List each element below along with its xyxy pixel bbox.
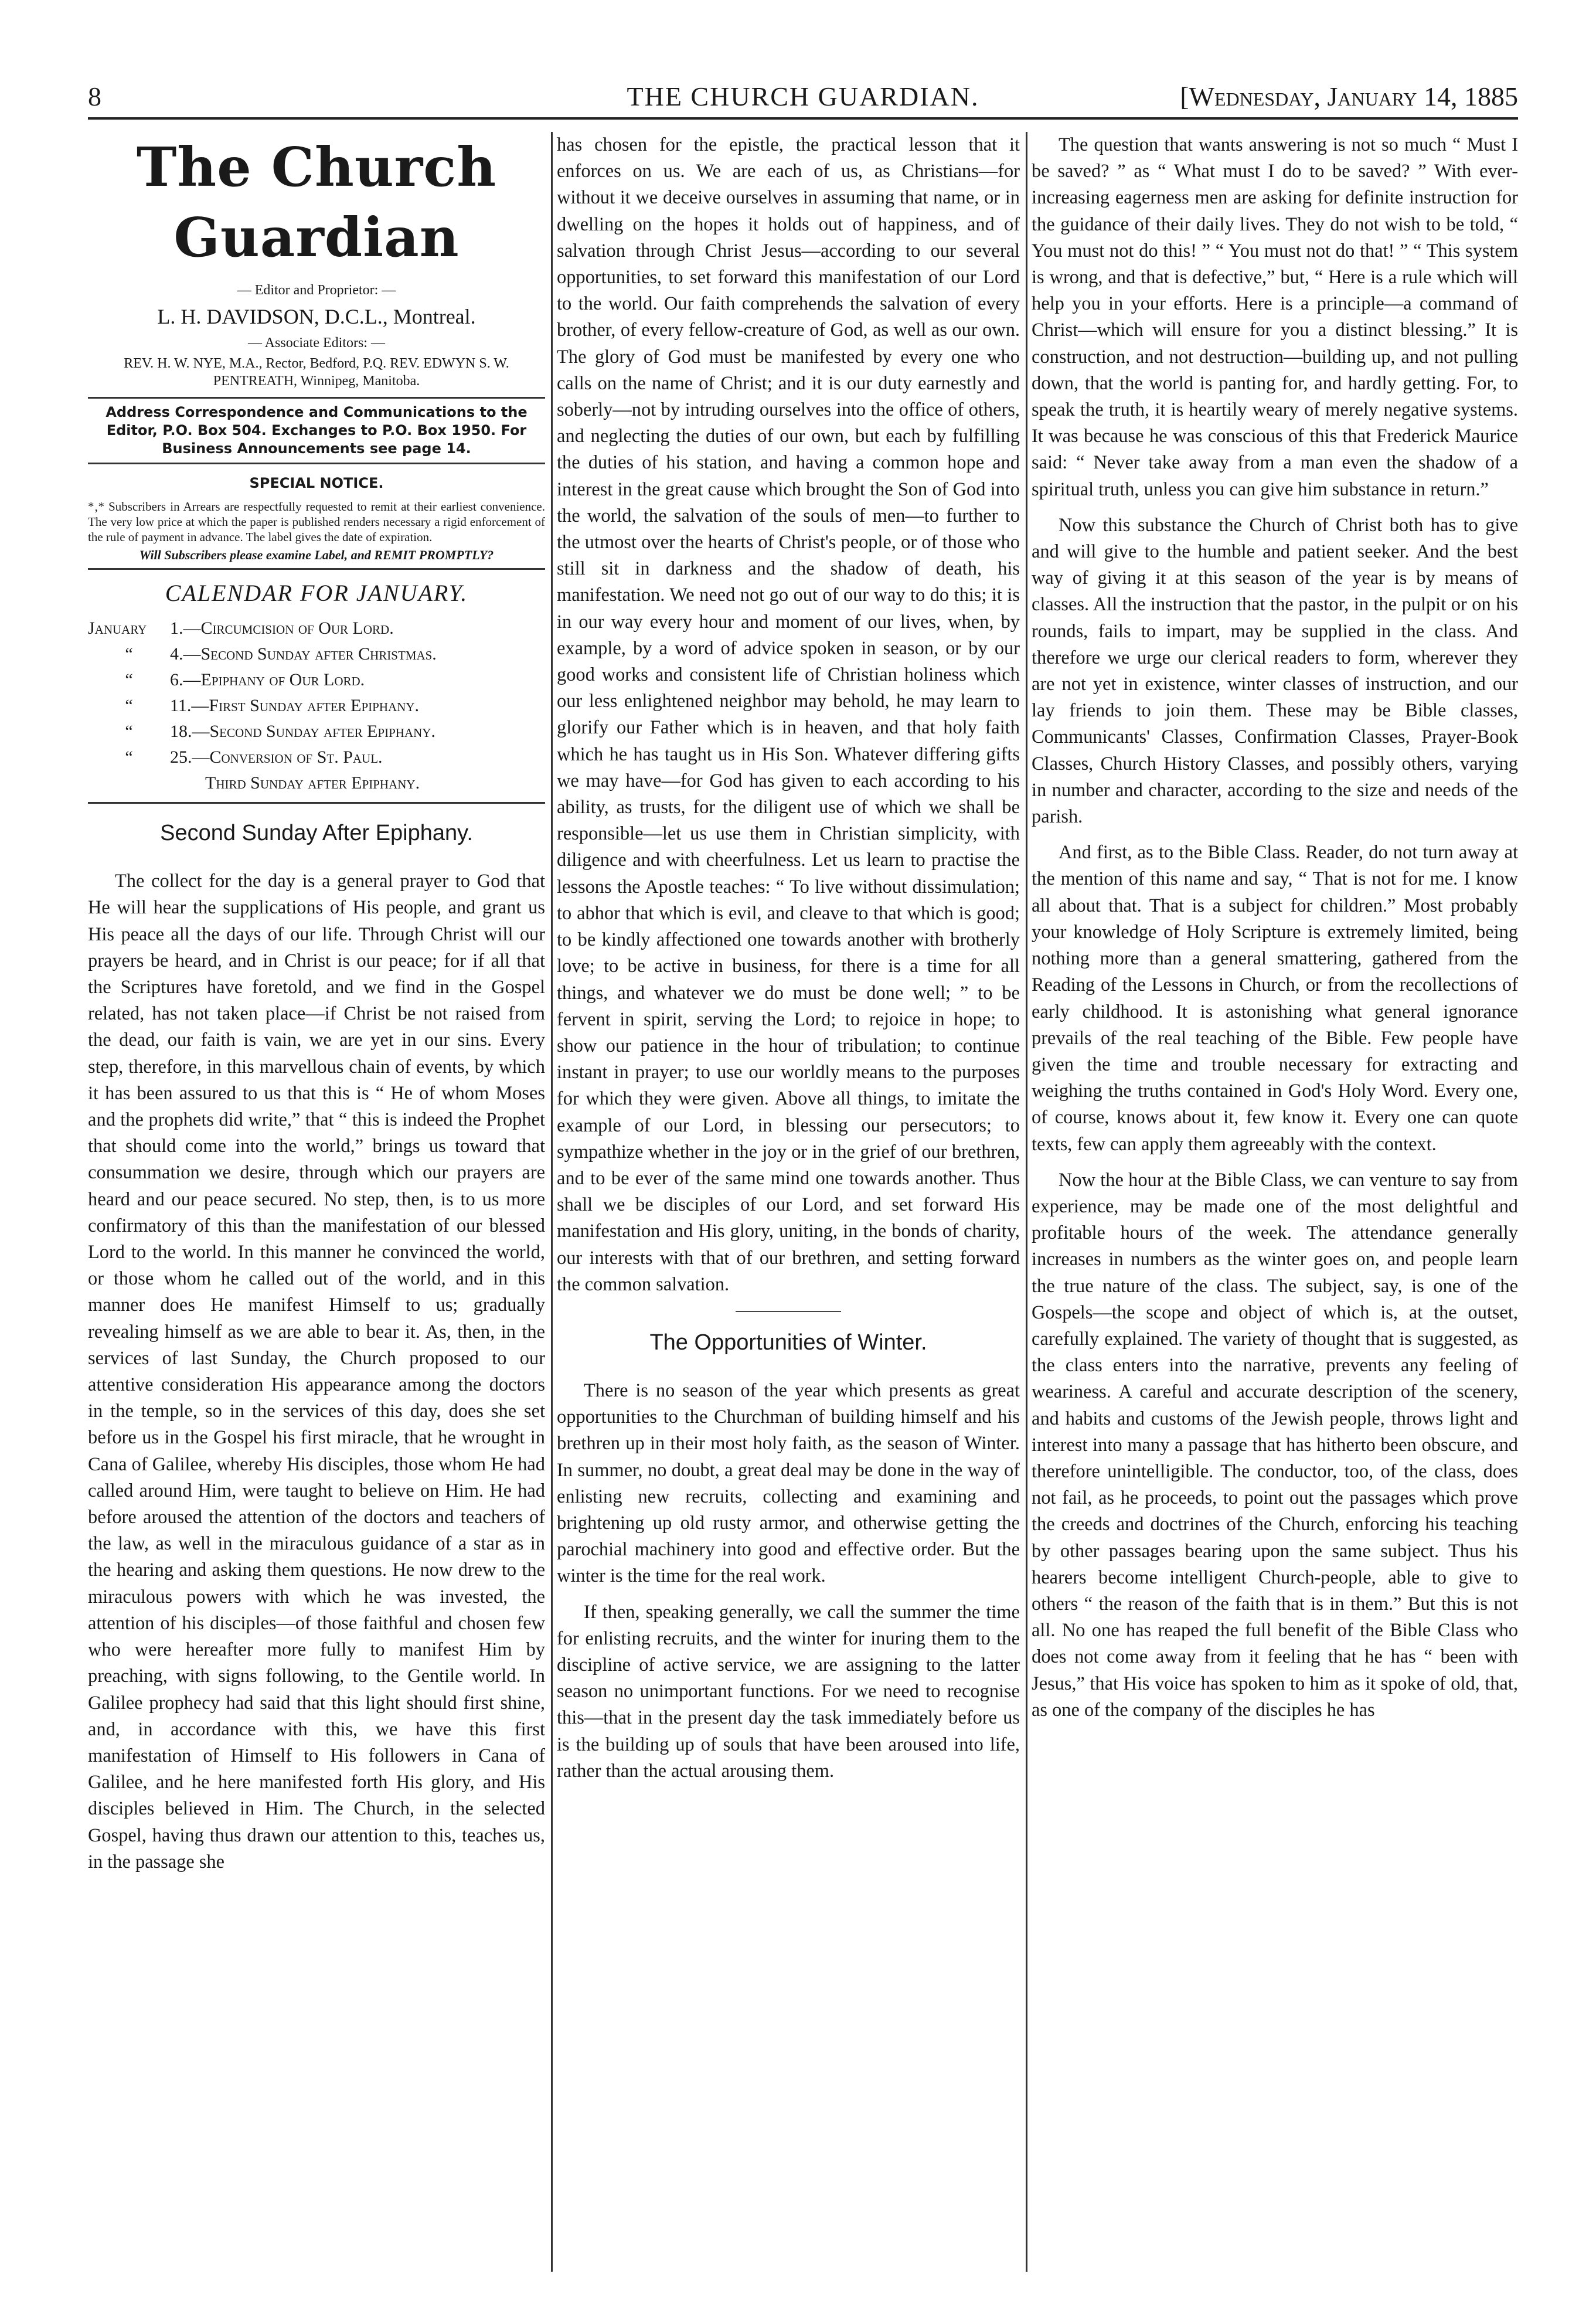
divider bbox=[88, 397, 545, 399]
divider bbox=[88, 568, 545, 570]
calendar-month: “ bbox=[125, 644, 133, 664]
calendar-title: CALENDAR FOR JANUARY. bbox=[165, 580, 468, 607]
calendar-entry: 18.—Second Sunday after Epiphany. bbox=[170, 722, 435, 742]
calendar-month: January bbox=[88, 618, 147, 638]
editor-label: — Editor and Proprietor: — bbox=[237, 283, 396, 298]
editor-name: L. H. DAVIDSON, D.C.L., Montreal. bbox=[157, 305, 476, 328]
article-paragraph: Now the hour at the Bible Class, we can venture to say from experience, may be made one of the most delightful and profitable hours of the week. The attendance generally increases in numbers as the winter goes on, and people learn the true nature of the class. The subject, say, is one of the Gospels—the scope and object of which is, at the outset, carefully explained. The variety of thought that is suggested, as the class enters into the narrative, prevents any feeling of weariness. A careful and accurate description of the scenery, and habits and customs of the Jewish people, throws light and interest into many a passage that has hitherto been obscure, and therefore unintelligible. The conductor, too, of the class, does not fail, as he proceeds, to point out the passages which prove the creeds and doctrines of the Church, enforcing his teaching by other passages bearing upon the same subject. Thus his hearers become intelligent Church-people, able to give to others “ the reason of the faith that is in them.” But this is not all. No one has reaped the full benefit of the Bible Class who does not come away from it feeling that he has “ been with Jesus,” that His voice has spoken to him as it spoke of old, that, as one of the company of the disciples he has bbox=[1032, 1169, 1518, 1721]
article-paragraph: There is no season of the year which presents as great opportunities to the Churchman of building himself and his brethren up in their most holy faith, as the season of Winter. In summer, no doubt, a great deal may be done in the way of enlisting new recruits, collecting and examining and brightening up old rusty armor, and otherwise getting the parochial machinery into good and effective order. But the winter is the time for the real work. bbox=[557, 1379, 1020, 1587]
article-paragraph: If then, speaking generally, we call the summer the time for enlisting recruits, and the winter for inuring them to the discipline of active service, we are assigning to the latter season no unimportant functions. For we need to recognise this—that in the present day the task immediately before us is the building up of souls that have been aroused into life, rather than the actual arousing them. bbox=[557, 1601, 1020, 1782]
divider bbox=[88, 802, 545, 804]
calendar-entry: 25.—Conversion of St. Paul. bbox=[170, 747, 383, 767]
calendar-month: “ bbox=[125, 747, 133, 767]
calendar-month: “ bbox=[125, 670, 133, 690]
issue-date: [Wednesday, January 14, 1885 bbox=[1180, 81, 1518, 111]
masthead-title: The Church Guardian bbox=[136, 135, 497, 269]
calendar-entry: 1.—Circumcision of Our Lord. bbox=[170, 618, 394, 638]
column-2 bbox=[557, 132, 1020, 2272]
calendar-list bbox=[88, 616, 545, 796]
column-1 bbox=[88, 132, 545, 2272]
column-rule-1 bbox=[551, 132, 553, 2272]
article-paragraph: The collect for the day is a general prayer to God that He will hear the supplications of His people, and grant us His peace all the days of our life. Through Christ will our prayers be heard, and in Christ is our peace; for if all that the Scriptures have foretold, and we find in the Gospel related, has not taken place—if Christ be not raised from the dead, our faith is vain, we are yet in our sins. Every step, therefore, in this marvellous chain of events, by which it has been assured to us that this is “ He of whom Moses and the prophets did write,” that “ this is indeed the Prophet that should come into the world,” brings us toward that consummation we desire, through which our prayers are heard and our peace secured. No step, then, is to us more confirmatory of this than the manifestation of our blessed Lord to the world. In this manner he convinced the world, or those whom he called out of the world, and in this manner does He manifest Himself to us; gradually revealing himself as we are able to bear it. As, then, in the services of last Sunday, the Church proposed to our attentive consideration His appearance among the doctors in the temple, so in the services of this day, does she set before us in the Gospel his first miracle, that he wrought in Cana of Galilee, whereby His disciples, those whom He had called around Him, were taught to believe on Him. He had before aroused the attention of the doctors and teachers of the law, as well in the miraculous guidance of a star as in the hearing and asking them questions. He now drew to the miraculous powers with which he was invested, the attention of his disciples—of those faithful and chosen few who were hereafter more fully to manifest Him by preaching, with signs following, to the Gentile world. In Galilee prophecy had said that this light should first shine, and, in accordance with this, we have this first manifestation of Himself to His followers in Cana of Galilee, and he here manifested forth His glory, and His disciples believed in Him. The Church, in the selected Gospel, having thus drawn our attention to this, teaches us, in the passage she bbox=[88, 871, 545, 1872]
special-notice-remit: Will Subscribers please examine Label, and REMIT PROMPTLY? bbox=[139, 548, 494, 563]
special-notice-title: SPECIAL NOTICE. bbox=[249, 475, 384, 491]
address-notice: Address Correspondence and Communications to the Editor, P.O. Box 504. Exchanges to P.O. Box 1950. For Business Announcements see page 14. bbox=[106, 404, 528, 457]
article-heading: Second Sunday After Epiphany. bbox=[160, 821, 473, 846]
article-paragraph: Now this substance the Church of Christ both has to give and will give to the humble and patient seeker. And the best way of giving it at this season of the year is by means of classes. All the instruction that the pastor, in the pulpit or on his rounds, fails to impart, may be supplied in the class. And therefore we urge our clerical readers to form, wherever they are not yet in existence, winter classes of instruction, and our lay friends to join them. These may be Bible classes, Communicants' Classes, Confirmation Classes, Prayer-Book Classes, Church History Classes, and possibly others, varying in number and character, according to the size and needs of the parish. bbox=[1032, 514, 1518, 828]
divider bbox=[88, 463, 545, 464]
calendar-month: “ bbox=[125, 696, 133, 716]
page-number: 8 bbox=[88, 81, 101, 111]
article-paragraph: The question that wants answering is not so much “ Must I be saved? ” as “ What must I do to be saved? ” With ever-increasing eagerness men are asking for definite instruction for the guidance of their daily lives. They do not wish to be told, “ You must not do this! ” “ You must not do that! ” “ This system is wrong, and that is defective,” but, “ Here is a rule which will help you in your efforts. Here is a principle—a command of Christ—which will ensure for you a distinct blessing.” It is construction, and not destruction—building up, and not pulling down, that the world is panting for, and hardly getting. For, to speak the truth, it is heartily weary of merely negative systems. It was because he was conscious of this that Frederick Maurice said: “ Never take away from a man even the shadow of a spiritual truth, unless you can give him substance in return.” bbox=[1032, 134, 1518, 500]
calendar-entry: 4.—Second Sunday after Christmas. bbox=[170, 644, 437, 664]
special-notice-text: *‚* Subscribers in Arrears are respectfully requested to remit at their earliest convenience. The very low price at which the paper is published renders necessary a rigid enforcement of the rule of payment in advance. The label gives the date of expiration. bbox=[88, 499, 545, 545]
calendar-extra: Third Sunday after Epiphany. bbox=[205, 773, 420, 793]
article-paragraph: And first, as to the Bible Class. Reader, do not turn away at the mention of this name and say, “ That is not for me. I know all about that. That is a subject for children.” Most probably your knowledge of Holy Scripture is extremely limited, being nothing more than a general smattering, gathered from the Reading of the Lessons in Church, or from the recollections of early childhood. It is astonishing what general ignorance prevails of the real teaching of the Bible. Few people have given the time and trouble necessary for extracting and weighing the truths contained in God's Holy Word. Every one, of course, knows about it, few know it. Every one can quote texts, few can apply them agreeably with the context. bbox=[1032, 842, 1518, 1155]
associate-editors: REV. H. W. NYE, M.A., Rector, Bedford, P.Q. REV. EDWYN S. W. PENTREATH, Winnipeg, Manitoba. bbox=[124, 356, 509, 389]
divider bbox=[736, 1311, 841, 1312]
calendar-entry: 11.—First Sunday after Epiphany. bbox=[170, 696, 420, 716]
newspaper-title: THE CHURCH GUARDIAN. bbox=[627, 81, 979, 111]
column-3 bbox=[1032, 132, 1518, 2272]
article-paragraph: has chosen for the epistle, the practical lesson that it enforces on us. We are each of us, as Christians—for without it we deceive ourselves in assuming that name, or in dwelling on the hopes it holds out of happiness, and of salvation through Christ Jesus—according to our several opportunities, to set forward this manifestation of our Lord to the world. Our faith comprehends the salvation of every brother, of every fellow-creature of God, as well as our own. The glory of God must be manifested by every one who calls on the name of Christ; and it is our duty earnestly and soberly—not by intruding ourselves into the office of others, and neglecting the duties of our own, but each by fulfilling the duties of his station, and having a common hope and interest in the great cause which brought the Son of God into the world, the salvation of the souls of men—to further to the utmost over the hearts of Christ's people, or of those who still sit in darkness and the shadow of death, his manifestation. We need not go out of our way to do this; it is in our way every hour and moment of our lives, when, by example, by a word of advice spoken in season, or by our good works and consistent life of Christian holiness which our less enlightened neighbor may behold, he may learn to glorify our Father which is in heaven, and that holy faith which he has taught us in His Son. Whatever differing gifts we may have—for God has given to each according to his ability, as trusts, for the diligent use of which we shall be responsible—let us use them in Christian simplicity, with diligence and with cheerfulness. Let us learn to practise the lessons the Apostle teaches: “ To live without dissimulation; to abhor that which is evil, and cleave to that which is good; to be kindly affectioned one towards another with brotherly love; to be active in business, for there is a time for all things, and whatever we do must be done well; ” to be fervent in spirit, serving the Lord; to rejoice in hope; to show our patience in the hour of tribulation; to continue instant in prayer; to use our worldly means to the purposes for which they were given. Above all things, to imitate the example of our Lord, in blessing our persecutors; to sympathize whether in the joy or in the grief of our brethren, and to be ever of the same mind one towards another. Thus shall we be disciples of our Lord, and set forward His manifestation and His glory, uniting, in the bonds of charity, our interests with that of our brethren, and setting forward the common salvation. bbox=[557, 134, 1020, 1295]
calendar-month: “ bbox=[125, 722, 133, 742]
calendar-entry: 6.—Epiphany of Our Lord. bbox=[170, 670, 365, 690]
article-heading: The Opportunities of Winter. bbox=[649, 1330, 927, 1355]
column-rule-2 bbox=[1026, 132, 1027, 2272]
running-header bbox=[88, 76, 1518, 120]
associate-label: — Associate Editors: — bbox=[248, 335, 385, 351]
